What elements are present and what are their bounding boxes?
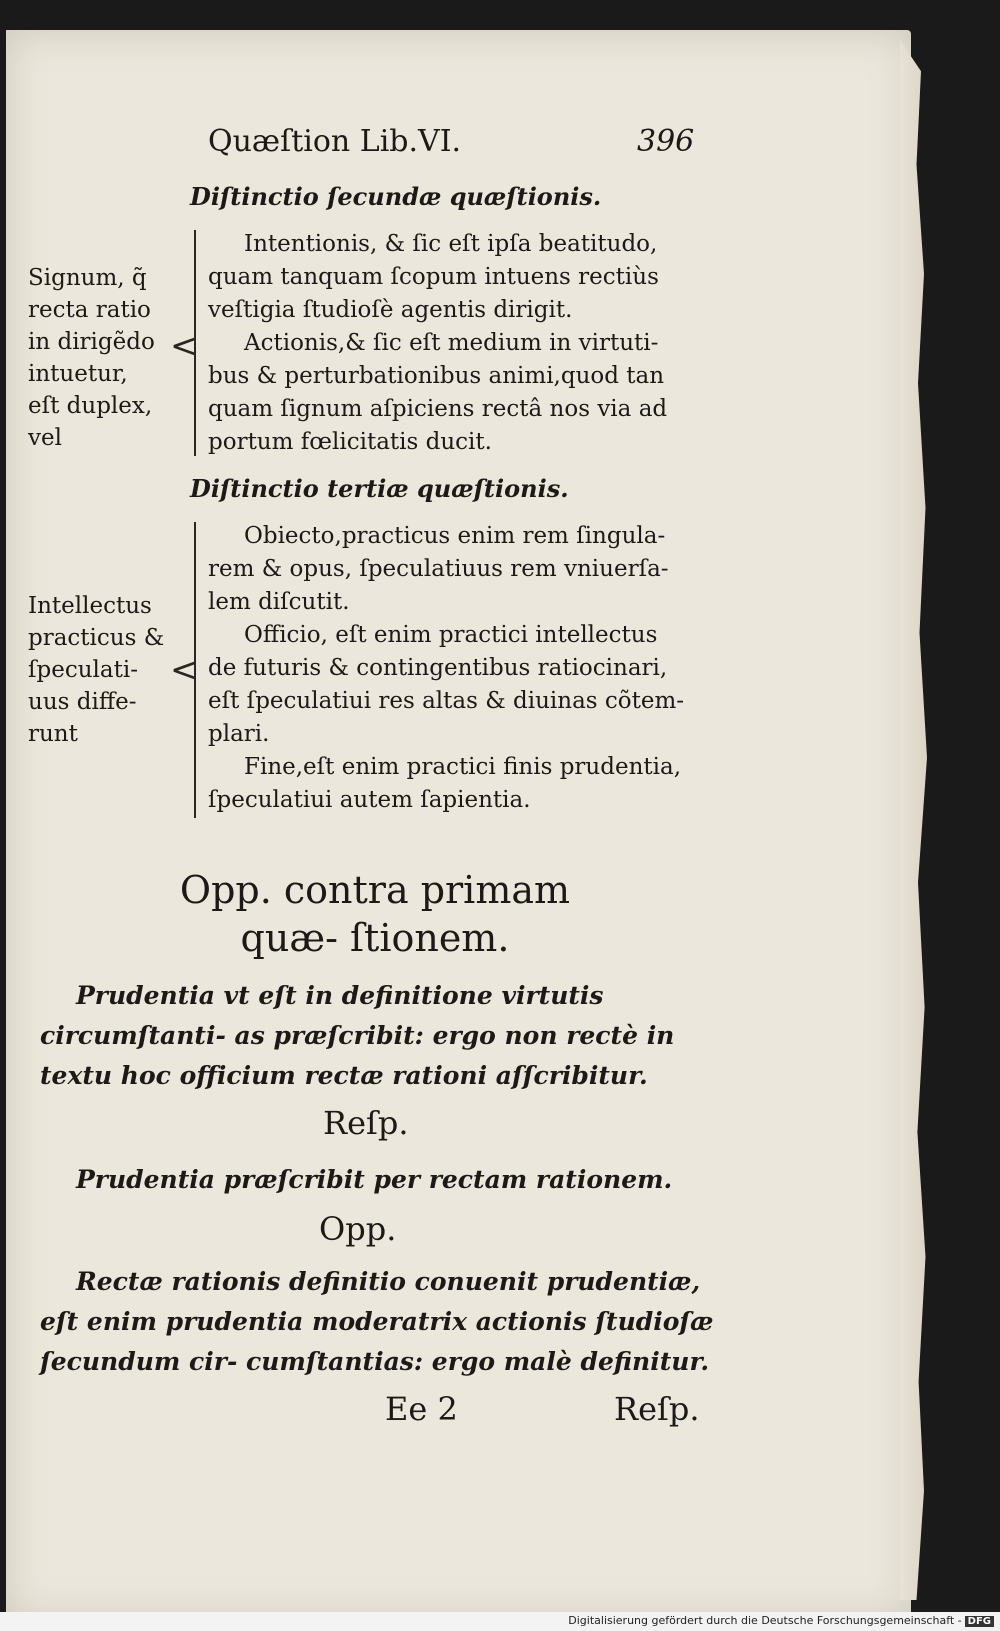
folio-number: 396 (637, 124, 695, 159)
section-heading: Diſtinctio tertiæ quæſtionis. (190, 474, 569, 503)
credit-text: Digitalisierung gefördert durch die Deutsche Forschungsgemeinschaft - (568, 1614, 962, 1627)
digitization-credit (568, 1614, 994, 1627)
objection-paragraph: Prudentia vt eſt in definitione virtutis circumſtanti- as præſcribit: ergo non rectè in textu hoc officium rectæ rationi aſſcribitur. (40, 981, 675, 1090)
side-label: Signum, q̃ recta ratio in dirigẽdo intuetur, eſt duplex, vel (28, 265, 155, 451)
running-header: Quæſtion Lib.VI. (208, 124, 462, 159)
objection-heading: Opp. (319, 1210, 397, 1248)
response-paragraph: Prudentia præſcribit per rectam rationem. (76, 1165, 673, 1194)
bracket-text-block: Obiecto,practicus enim rem ſingula- rem & opus, ſpeculatiuus rem vniuerſa- lem diſcutit. Officio, eſt enim practici intellectus de futuris & contingentibus ratiocinari, eſt ſpeculatiui res altas & diuinas cõtem- plari. Fine,eſt enim practici finis prudentia, ſpeculatiui autem ſapientia. (208, 523, 685, 813)
bracket-text-block: Intentionis, & ſic eſt ipſa beatitudo, quam tanquam ſcopum intuens rectiùs veſtigia ſtudioſè agentis dirigit. Actionis,& ſic eſt medium in virtuti- bus & perturbationibus animi,quod tan quam ſignum aſpiciens rectâ nos via ad portum fœlicitatis ducit. (208, 231, 668, 455)
dfg-logo: DFG (965, 1616, 994, 1627)
section-title: Opp. contra primam quæ- ſtionem. (179, 868, 571, 960)
section-heading: Diſtinctio ſecundæ quæſtionis. (190, 182, 602, 211)
response-heading: Reſp. (323, 1104, 409, 1142)
objection-paragraph: Rectæ rationis definitio conuenit prudentiæ, eſt enim prudentia moderatrix actionis ſtudioſæ ſecundum cir- cumſtantias: ergo malè definitur. (40, 1267, 714, 1376)
bracket-point: < (170, 650, 199, 690)
side-label: Intellectus practicus & ſpeculati- uus diffe- runt (28, 593, 165, 747)
signature-mark: Ee 2 (385, 1390, 458, 1428)
catchword: Reſp. (614, 1390, 700, 1428)
bracket-point: < (170, 326, 199, 366)
